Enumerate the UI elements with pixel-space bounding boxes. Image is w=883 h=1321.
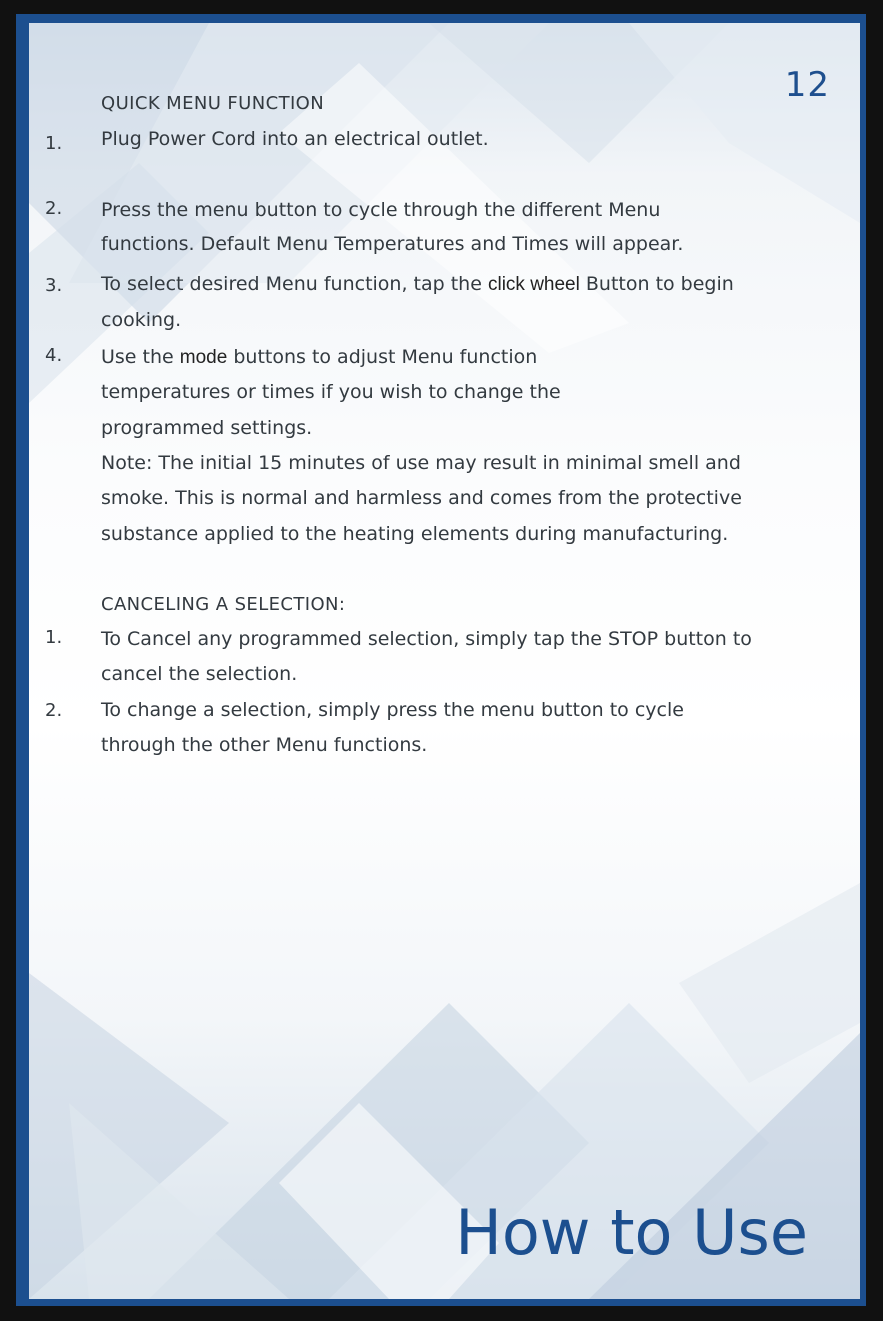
step-number: 1.: [45, 133, 63, 154]
note-text: smoke. This is normal and harmless and comes from the protective: [101, 487, 742, 509]
note-text: substance applied to the heating elements during manufacturing.: [101, 523, 729, 545]
manual-page: [29, 23, 860, 1299]
step-text: Press the menu button to cycle through the different Menu: [101, 199, 661, 221]
mode-term: mode: [179, 347, 228, 368]
step-text-part: buttons to adjust Menu function: [227, 346, 538, 368]
section-title: How to Use: [455, 1196, 808, 1269]
step-text: To Cancel any programmed selection, simply tap the STOP button to: [101, 628, 752, 650]
note-text: Note: The initial 15 minutes of use may result in minimal smell and: [101, 452, 741, 474]
step-text: To change a selection, simply press the menu button to cycle: [101, 699, 684, 721]
step-text: temperatures or times if you wish to change the: [101, 381, 561, 403]
step-number: 2.: [45, 700, 63, 721]
step-text: [101, 273, 734, 296]
step-text: [101, 346, 537, 369]
click-wheel-term: click wheel: [487, 274, 580, 295]
step-text-part: Button to begin: [579, 273, 734, 295]
section-heading-quick-menu: QUICK MENU FUNCTION: [101, 93, 325, 114]
step-number: 4.: [45, 345, 63, 366]
step-number: 3.: [45, 275, 63, 296]
step-text: functions. Default Menu Temperatures and Times will appear.: [101, 233, 684, 255]
step-number: 1.: [45, 627, 63, 648]
step-number: 2.: [45, 198, 63, 219]
step-text: cancel the selection.: [101, 663, 298, 685]
page-number: 12: [784, 65, 830, 105]
step-text-part: To select desired Menu function, tap the: [101, 273, 488, 295]
step-text: programmed settings.: [101, 417, 313, 439]
step-text: through the other Menu functions.: [101, 734, 428, 756]
step-text: cooking.: [101, 309, 182, 331]
step-text: Plug Power Cord into an electrical outlet.: [101, 128, 489, 150]
step-text-part: Use the: [101, 346, 180, 368]
section-heading-canceling: CANCELING A SELECTION:: [101, 594, 346, 615]
